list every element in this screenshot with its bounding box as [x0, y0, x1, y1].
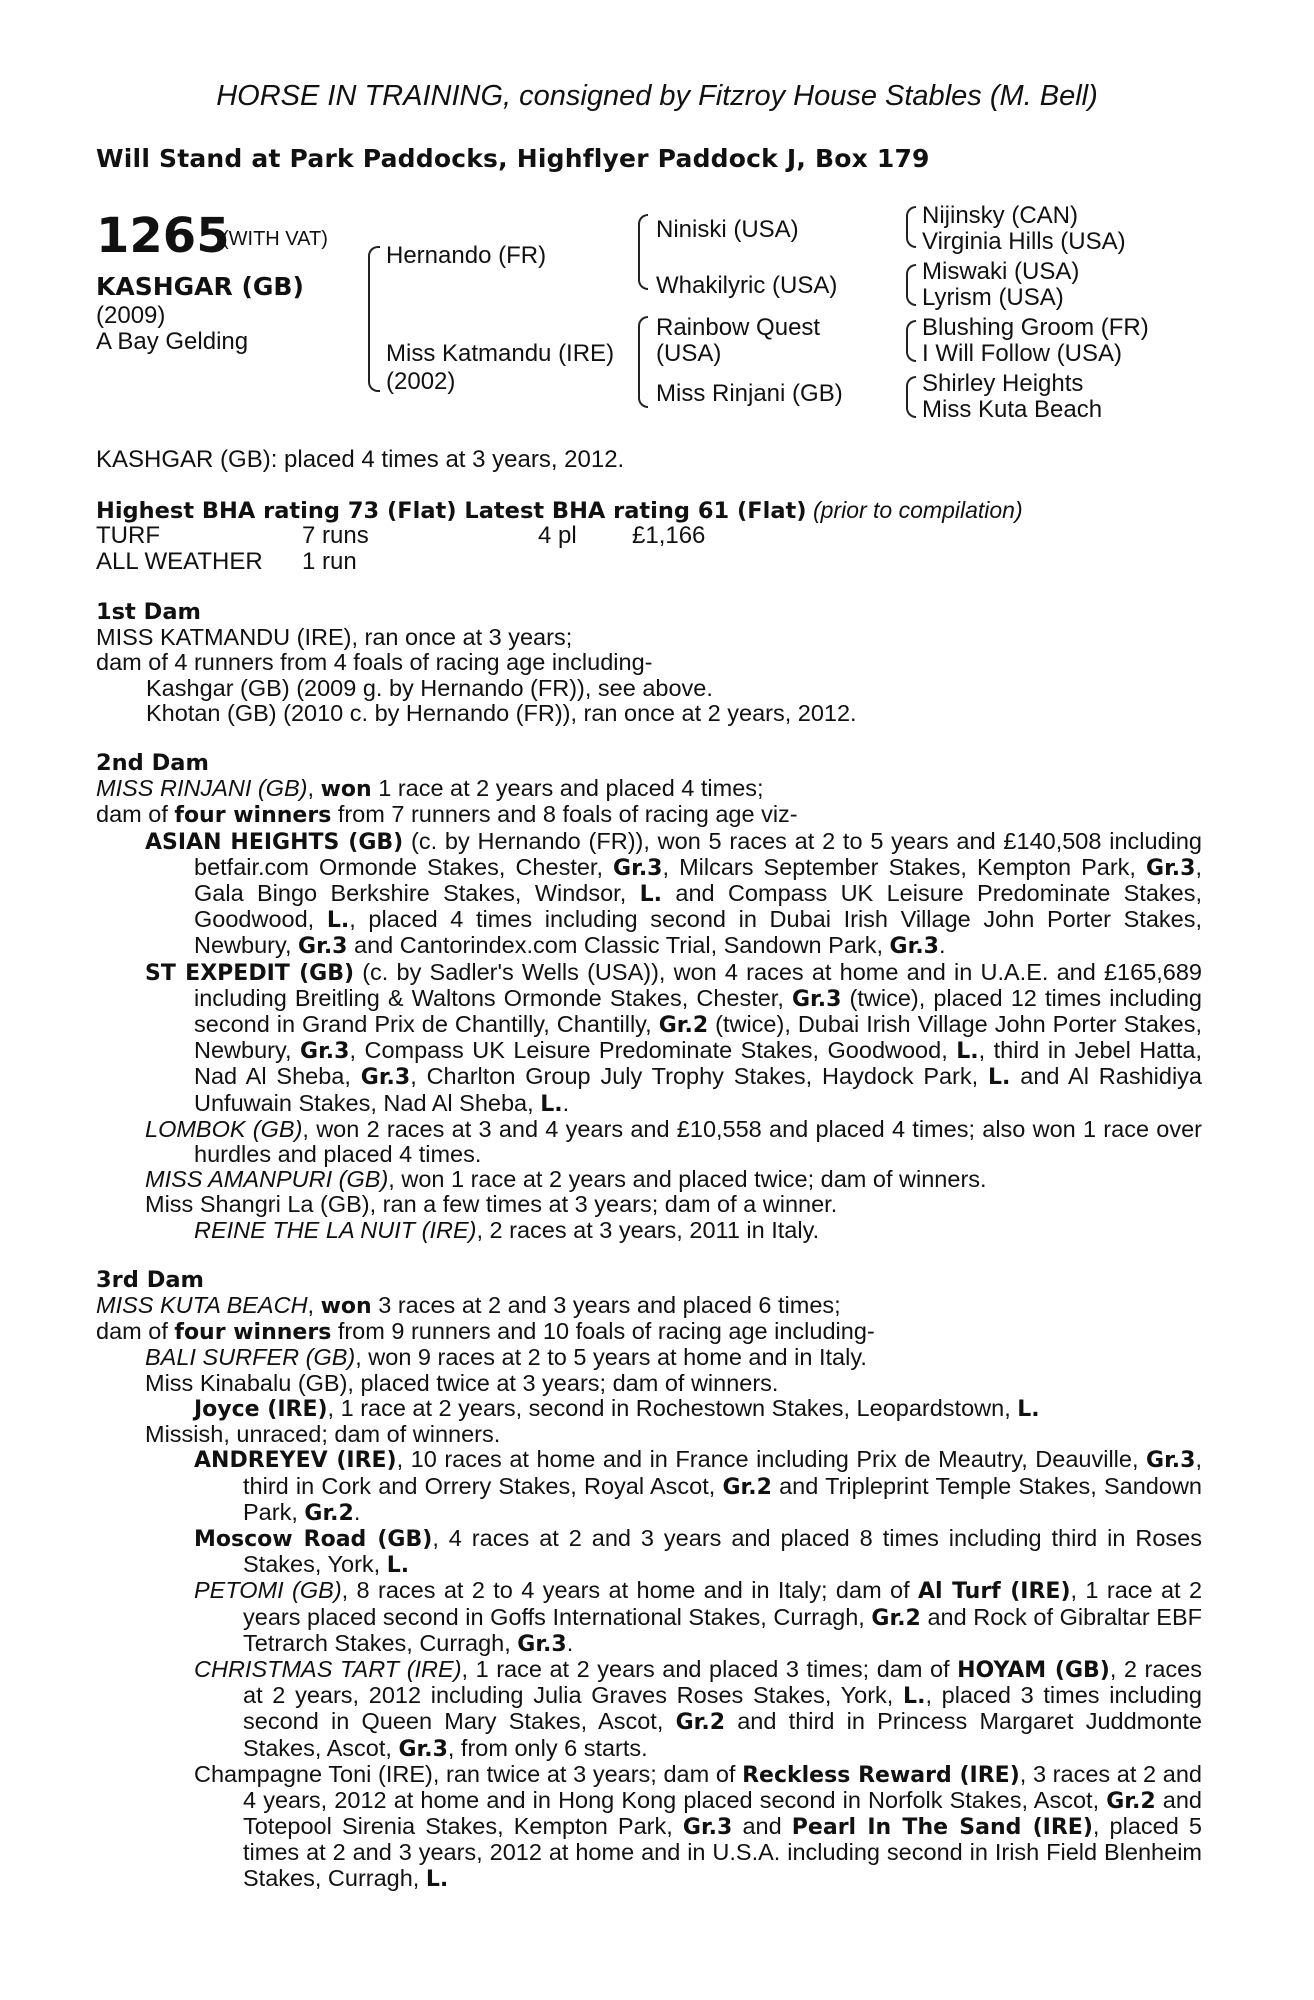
pedigree-dam: Miss Katmandu (IRE) — [386, 340, 615, 367]
stats-runs: 7 runs — [302, 522, 369, 549]
rating-note: (prior to compilation) — [812, 497, 1023, 523]
section-heading: 3rd Dam — [96, 1266, 204, 1293]
progeny-entry: MISS AMANPURI (GB), won 1 race at 2 years and placed twice; dam of winners. — [145, 1166, 987, 1193]
progeny-entry: Joyce (IRE), 1 race at 2 years, second in Rochestown Stakes, Leopardstown, L. — [194, 1394, 1040, 1422]
pedigree-dam-sire-country: (USA) — [656, 340, 722, 367]
progeny-entry: Miss Kinabalu (GB), placed twice at 3 years; dam of winners. — [145, 1369, 779, 1396]
stats-runs: 1 run — [302, 548, 357, 575]
pedigree-sire-dam: Whakilyric (USA) — [656, 272, 838, 299]
section-heading: 2nd Dam — [96, 750, 209, 777]
third-dam-record: dam of four winners from 9 runners and 10 foals of racing age including- — [96, 1318, 875, 1346]
first-dam-progeny: Khotan (GB) (2010 c. by Hernando (FR)), ran once at 2 years, 2012. — [146, 699, 857, 726]
pedigree-dam-year: (2002) — [386, 368, 456, 395]
lot-number: 1265 — [96, 208, 230, 264]
first-dam-progeny: Kashgar (GB) (2009 g. by Hernando (FR)), see above. — [146, 674, 713, 701]
stats-surface: TURF — [96, 522, 160, 549]
first-dam-line: MISS KATMANDU (IRE), ran once at 3 years; — [96, 624, 573, 651]
pedigree-g3: Miswaki (USA) — [922, 258, 1080, 285]
rating-line — [96, 497, 1023, 524]
progeny-entry: CHRISTMAS TART (IRE), 1 race at 2 years and placed 3 times; dam of HOYAM (GB), 2 races at 2 years, 2012 including Julia Graves Roses Stakes, York, L., placed 3 times including second in Queen Mary Stakes, Ascot, Gr.2 and third in Princess Margaret Juddmonte Stakes, Ascot, Gr.3, from only 6 starts. — [194, 1655, 1202, 1762]
third-dam-intro: MISS KUTA BEACH, won 3 races at 2 and 3 years and placed 6 times; — [96, 1292, 841, 1320]
horse-description: A Bay Gelding — [96, 328, 249, 355]
pedigree-g4: Lyrism (USA) — [922, 284, 1064, 311]
pedigree-brace — [906, 264, 916, 306]
progeny-entry: PETOMI (GB), 8 races at 2 to 4 years at home and in Italy; dam of Al Turf (IRE), 1 race at 2 years placed second in Goffs International Stakes, Curragh, Gr.2 and Rock of Gibraltar EBF Tetrarch Stakes, Curragh, Gr.3. — [194, 1577, 1203, 1657]
pedigree-brace — [906, 320, 916, 362]
rating-text: Highest BHA rating 73 (Flat) Latest BHA rating 61 (Flat) — [96, 498, 807, 524]
second-dam-intro: MISS RINJANI (GB), won 1 race at 2 years and placed 4 times; — [96, 775, 764, 803]
pedigree-g2: Virginia Hills (USA) — [922, 228, 1126, 255]
second-dam-record: dam of four winners from 7 runners and 8 foals of racing age viz- — [96, 801, 798, 829]
pedigree-brace — [906, 206, 916, 248]
horse-year: (2009) — [96, 302, 166, 329]
pedigree-dam-sire: Rainbow Quest — [656, 314, 821, 341]
stand-location: Will Stand at Park Paddocks, Highflyer Paddock J, Box 179 — [96, 144, 930, 173]
stats-earnings: £1,166 — [632, 522, 706, 549]
progeny-entry: Missish, unraced; dam of winners. — [145, 1421, 501, 1448]
first-dam-line: dam of 4 runners from 4 foals of racing age including- — [96, 649, 653, 676]
pedigree-brace — [368, 246, 380, 392]
race-summary: KASHGAR (GB): placed 4 times at 3 years, 2012. — [96, 446, 625, 473]
progeny-entry: REINE THE LA NUIT (IRE), 2 races at 3 years, 2011 in Italy. — [194, 1216, 820, 1243]
stats-surface: ALL WEATHER — [96, 548, 263, 575]
vat-note: (WITH VAT) — [222, 228, 328, 250]
pedigree-brace — [638, 316, 648, 408]
horse-name: KASHGAR (GB) — [96, 272, 304, 301]
progeny-entry: ANDREYEV (IRE), 10 races at home and in France including Prix de Meautry, Deauville, Gr.3, third in Cork and Orrery Stakes, Royal Ascot, Gr.2 and Tripleprint Temple Stakes, Sandown Park, Gr.2. — [194, 1446, 1202, 1526]
pedigree-notes — [96, 600, 1202, 1892]
page-header: HORSE IN TRAINING, consigned by Fitzroy House Stables (M. Bell) — [216, 80, 1098, 112]
progeny-entry: ST EXPEDIT (GB) (c. by Sadler's Wells (USA)), won 4 races at home and in U.A.E. and £165,689 including Breitling & Waltons Ormonde Stakes, Chester, Gr.3 (twice), placed 12 times including second in Grand Prix de Chantilly, Chantilly, Gr.2 (twice), Dubai Irish Village John Porter Stakes, Newbury, Gr.3, Compass UK Leisure Predominate Stakes, Goodwood, L., third in Jebel Hatta, Nad Al Sheba, Gr.3, Charlton Group July Trophy Stakes, Haydock Park, L. and Al Rashidiya Unfuwain Stakes, Nad Al Sheba, L.. — [145, 958, 1202, 1117]
pedigree-g8: Miss Kuta Beach — [922, 396, 1103, 423]
pedigree-g1: Nijinsky (CAN) — [922, 202, 1078, 229]
stats-placed: 4 pl — [538, 522, 577, 549]
pedigree-dam-dam: Miss Rinjani (GB) — [656, 380, 843, 407]
pedigree-sire: Hernando (FR) — [386, 242, 547, 269]
progeny-entry: Moscow Road (GB), 4 races at 2 and 3 years and placed 8 times including third in Roses Stakes, York, L. — [194, 1524, 1202, 1579]
progeny-entry: BALI SURFER (GB), won 9 races at 2 to 5 years at home and in Italy. — [145, 1344, 867, 1371]
progeny-entry: Miss Shangri La (GB), ran a few times at 3 years; dam of a winner. — [145, 1191, 838, 1218]
progeny-entry: ASIAN HEIGHTS (GB) (c. by Hernando (FR)), won 5 races at 2 to 5 years and £140,508 including betfair.com Ormonde Stakes, Chester, Gr.3, Milcars September Stakes, Kempton Park, Gr.3, Gala Bingo Berkshire Stakes, Windsor, L. and Compass UK Leisure Predominate Stakes, Goodwood, L., placed 4 times including second in Dubai Irish Village John Porter Stakes, Newbury, Gr.3 and Cantorindex.com Classic Trial, Sandown Park, Gr.3. — [145, 827, 1203, 960]
pedigree-g6: I Will Follow (USA) — [922, 340, 1123, 367]
pedigree-sire-sire: Niniski (USA) — [656, 216, 799, 243]
pedigree-brace — [638, 214, 648, 290]
pedigree-brace — [906, 376, 916, 418]
progeny-entry: LOMBOK (GB), won 2 races at 3 and 4 years and £10,558 and placed 4 times; also won 1 race over hurdles and placed 4 times. — [145, 1115, 1202, 1168]
pedigree-g5: Blushing Groom (FR) — [922, 314, 1149, 341]
progeny-entry: Champagne Toni (IRE), ran twice at 3 years; dam of Reckless Reward (IRE), 3 races at 2 and 4 years, 2012 at home and in Hong Kong placed second in Norfolk Stakes, Ascot, Gr.2 and Totepool Sirenia Stakes, Kempton Park, Gr.3 and Pearl In The Sand (IRE), placed 5 times at 2 and 3 years, 2012 at home and in U.S.A. including second in Irish Field Blenheim Stakes, Curragh, L. — [194, 1760, 1202, 1892]
section-heading: 1st Dam — [96, 599, 201, 625]
pedigree-g7: Shirley Heights — [922, 370, 1084, 397]
